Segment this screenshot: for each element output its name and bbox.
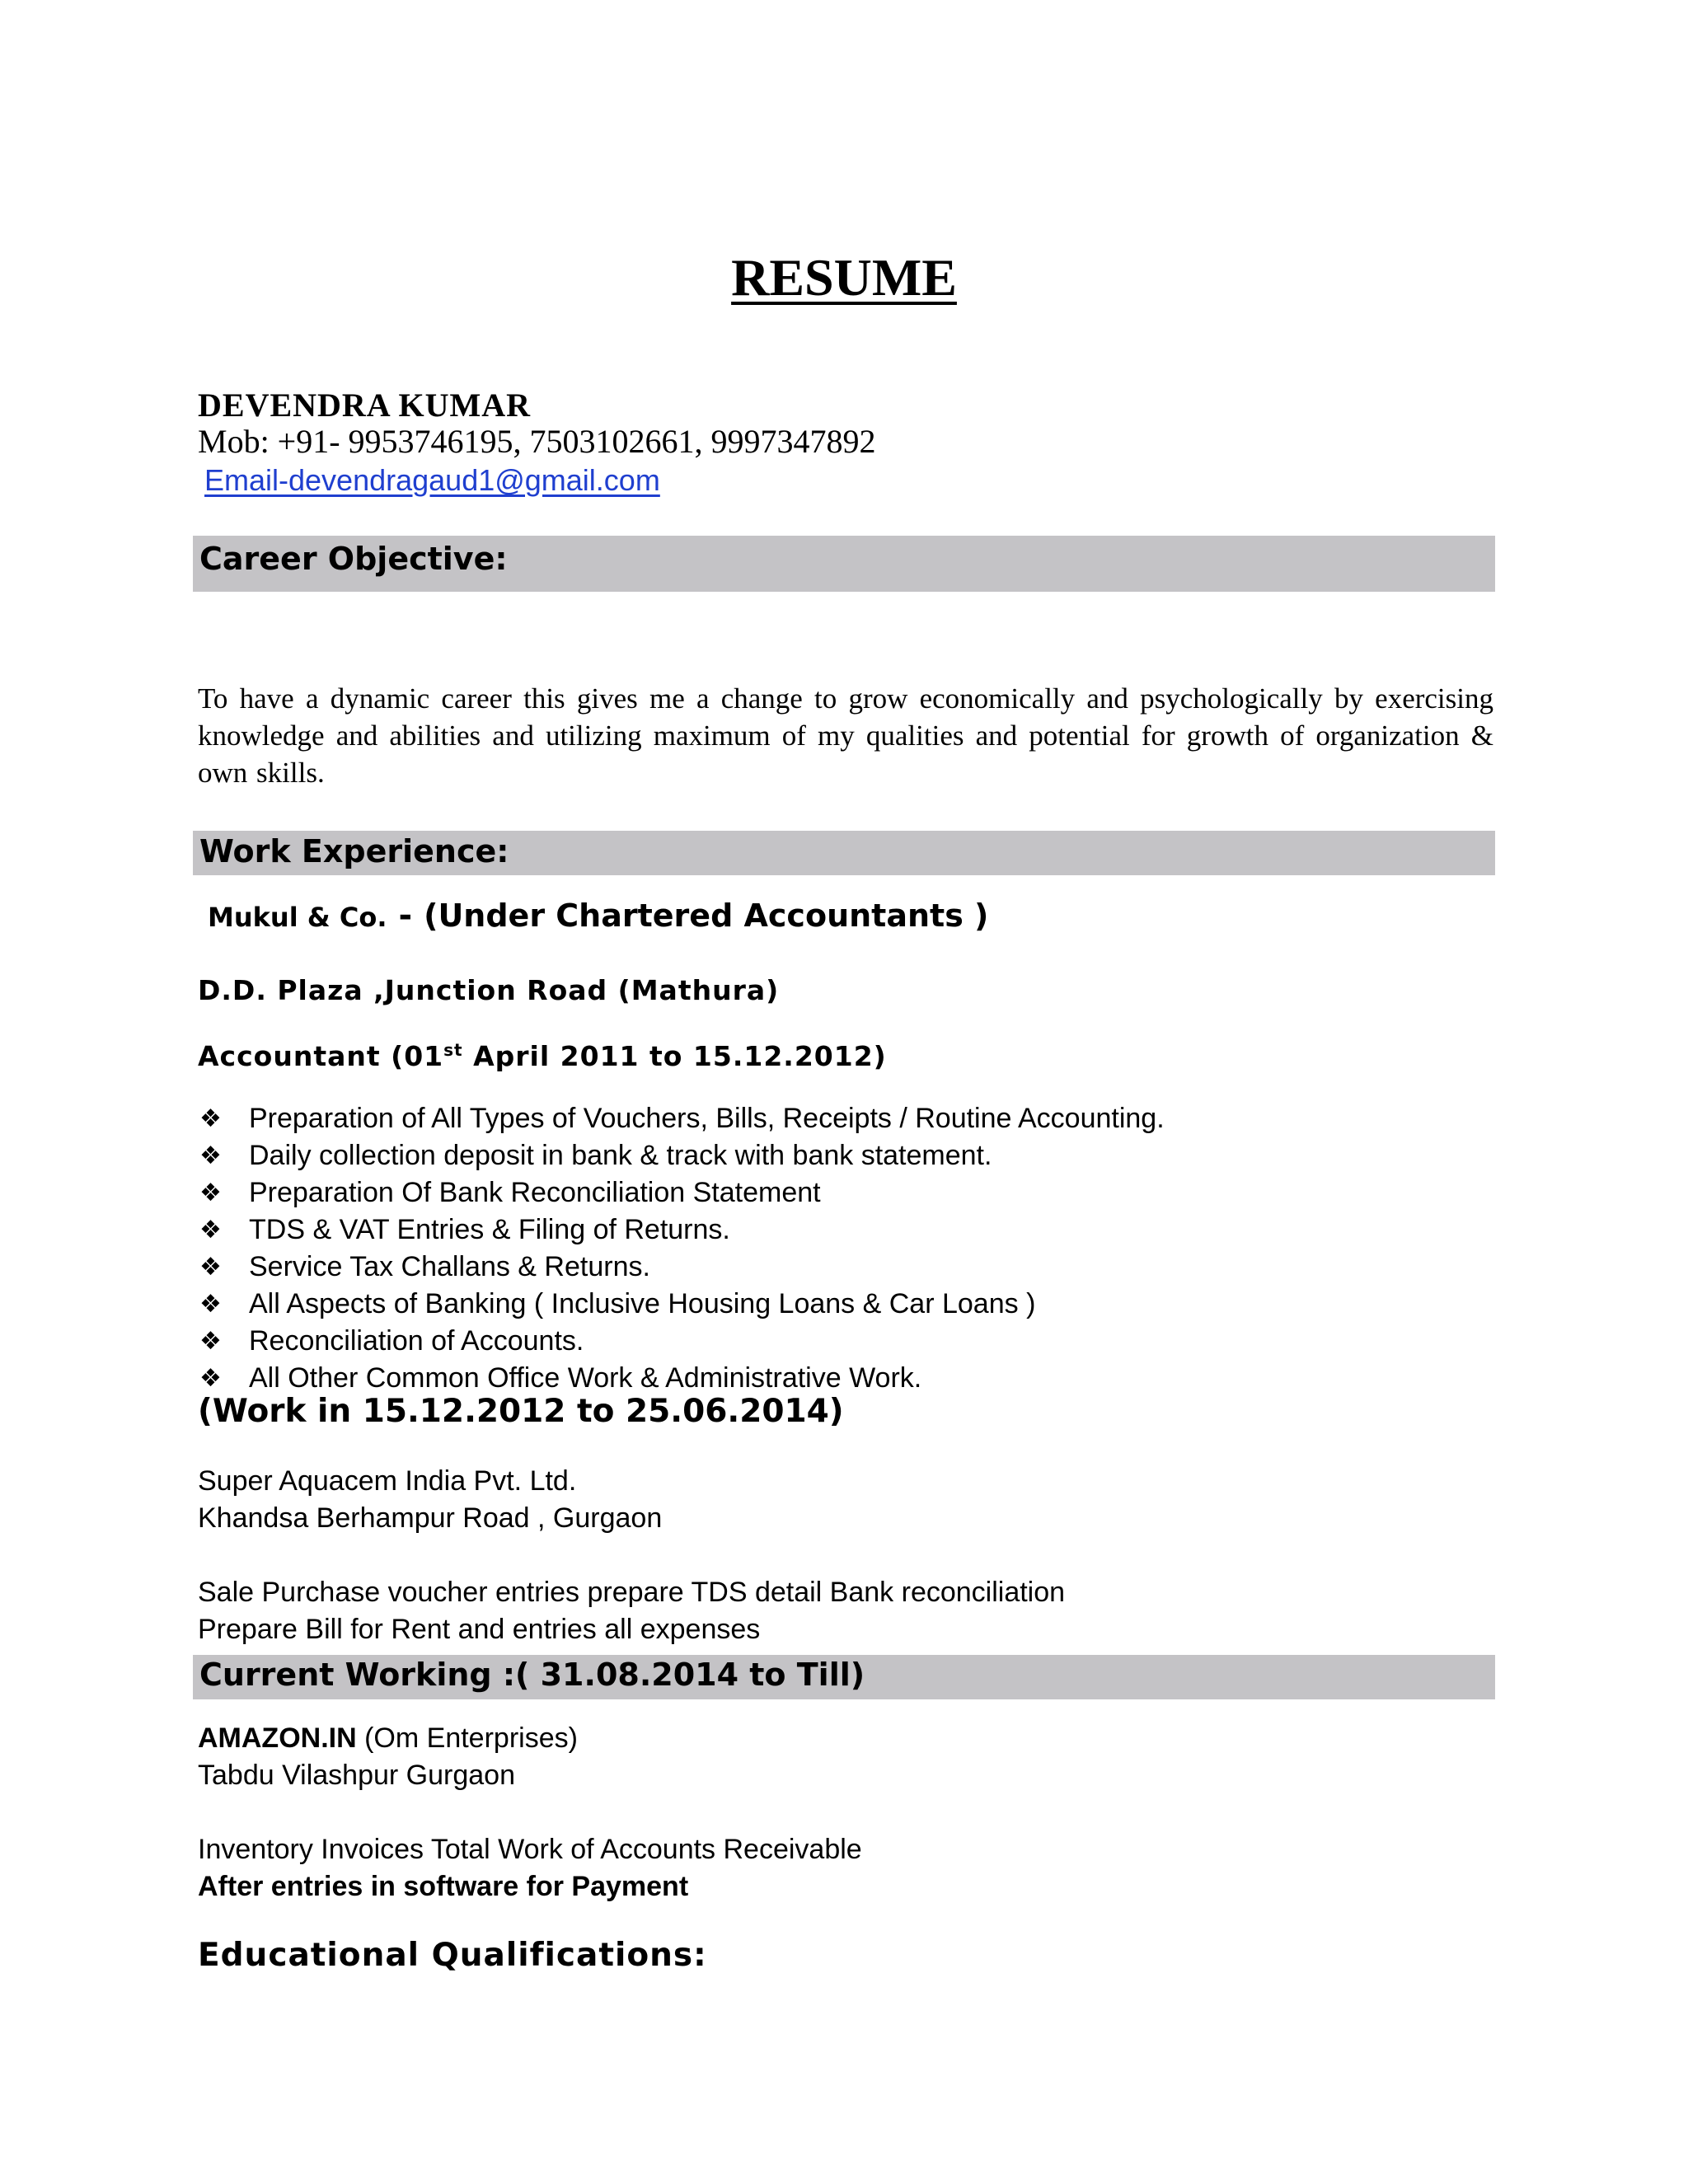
email-link[interactable]: Email-devendragaud1@gmail.com [204, 463, 660, 497]
diamond-bullet-icon: ❖ [199, 1327, 222, 1356]
list-item [198, 1174, 1165, 1212]
job2-address: Khandsa Berhampur Road , Gurgaon [198, 1502, 663, 1534]
job1-company: Mukul & Co. [208, 902, 387, 933]
list-item [198, 1249, 1165, 1286]
diamond-bullet-icon: ❖ [199, 1104, 222, 1133]
section-heading-career-objective: Career Objective: [193, 536, 1495, 592]
diamond-bullet-icon: ❖ [199, 1179, 222, 1207]
diamond-bullet-icon: ❖ [199, 1253, 222, 1282]
diamond-bullet-icon: ❖ [199, 1141, 222, 1170]
duty-text: Preparation of All Types of Vouchers, Bills, Receipts / Routine Accounting. [249, 1103, 1165, 1134]
duty-text: Preparation Of Bank Reconciliation Statement [249, 1177, 821, 1208]
job2-company: Super Aquacem India Pvt. Ltd. [198, 1465, 577, 1497]
list-item [198, 1323, 1165, 1360]
section-heading-education: Educational Qualifications: [198, 1937, 707, 1974]
mobile-numbers: Mob: +91- 9953746195, 7503102661, 9997347892 [198, 423, 876, 460]
job1-dash: - [398, 897, 413, 935]
list-item [198, 1100, 1165, 1137]
section-heading-current-working: Current Working :( 31.08.2014 to Till) [193, 1655, 1495, 1699]
job1-role-sup: st [443, 1040, 463, 1060]
section-heading-work-experience: Work Experience: [193, 831, 1495, 875]
duty-text: Daily collection deposit in bank & track with bank statement. [249, 1140, 992, 1171]
job1-company-line [208, 897, 988, 935]
job1-address: D.D. Plaza ,Junction Road (Mathura) [198, 974, 780, 1006]
duty-text: TDS & VAT Entries & Filing of Returns. [249, 1214, 730, 1245]
diamond-bullet-icon: ❖ [199, 1216, 222, 1244]
list-item [198, 1212, 1165, 1249]
job2-period: (Work in 15.12.2012 to 25.06.2014) [198, 1393, 844, 1430]
list-item [198, 1137, 1165, 1174]
current-company-line [198, 1720, 578, 1757]
duty-text: Service Tax Challans & Returns. [249, 1251, 650, 1282]
job1-role-suffix: April 2011 to 15.12.2012) [462, 1040, 887, 1072]
job1-role [198, 1040, 887, 1072]
career-objective-text: To have a dynamic career this gives me a change to grow economically and psychologically by exercising knowledge and abilities and utilizing maximum of my qualities and potential for growth of organization & own skills. [198, 682, 1493, 789]
list-item [198, 1286, 1165, 1323]
duty-text: All Other Common Office Work & Administrative Work. [249, 1362, 922, 1394]
diamond-bullet-icon: ❖ [199, 1364, 222, 1393]
job1-duties-list [198, 1100, 1165, 1397]
job2-duties-line-1: Sale Purchase voucher entries prepare TDS detail Bank reconciliation [198, 1577, 1066, 1608]
job1-role-prefix: Accountant (01 [198, 1040, 444, 1072]
list-item [198, 1360, 1165, 1397]
duty-text: Reconciliation of Accounts. [249, 1325, 584, 1357]
current-duties-line-1: Inventory Invoices Total Work of Accounts Receivable [198, 1834, 862, 1865]
diamond-bullet-icon: ❖ [199, 1290, 222, 1319]
current-company-note: (Om Enterprises) [356, 1722, 578, 1754]
job2-duties-line-2: Prepare Bill for Rent and entries all expenses [198, 1614, 761, 1645]
job1-company-note: (Under Chartered Accountants ) [424, 898, 989, 934]
candidate-name: DEVENDRA KUMAR [198, 387, 531, 424]
current-company: AMAZON.IN [198, 1722, 357, 1754]
current-address: Tabdu Vilashpur Gurgaon [198, 1760, 515, 1791]
current-duties-line-2: After entries in software for Payment [198, 1871, 689, 1902]
page-title: RESUME [731, 248, 957, 307]
duty-text: All Aspects of Banking ( Inclusive Housing Loans & Car Loans ) [249, 1288, 1036, 1319]
